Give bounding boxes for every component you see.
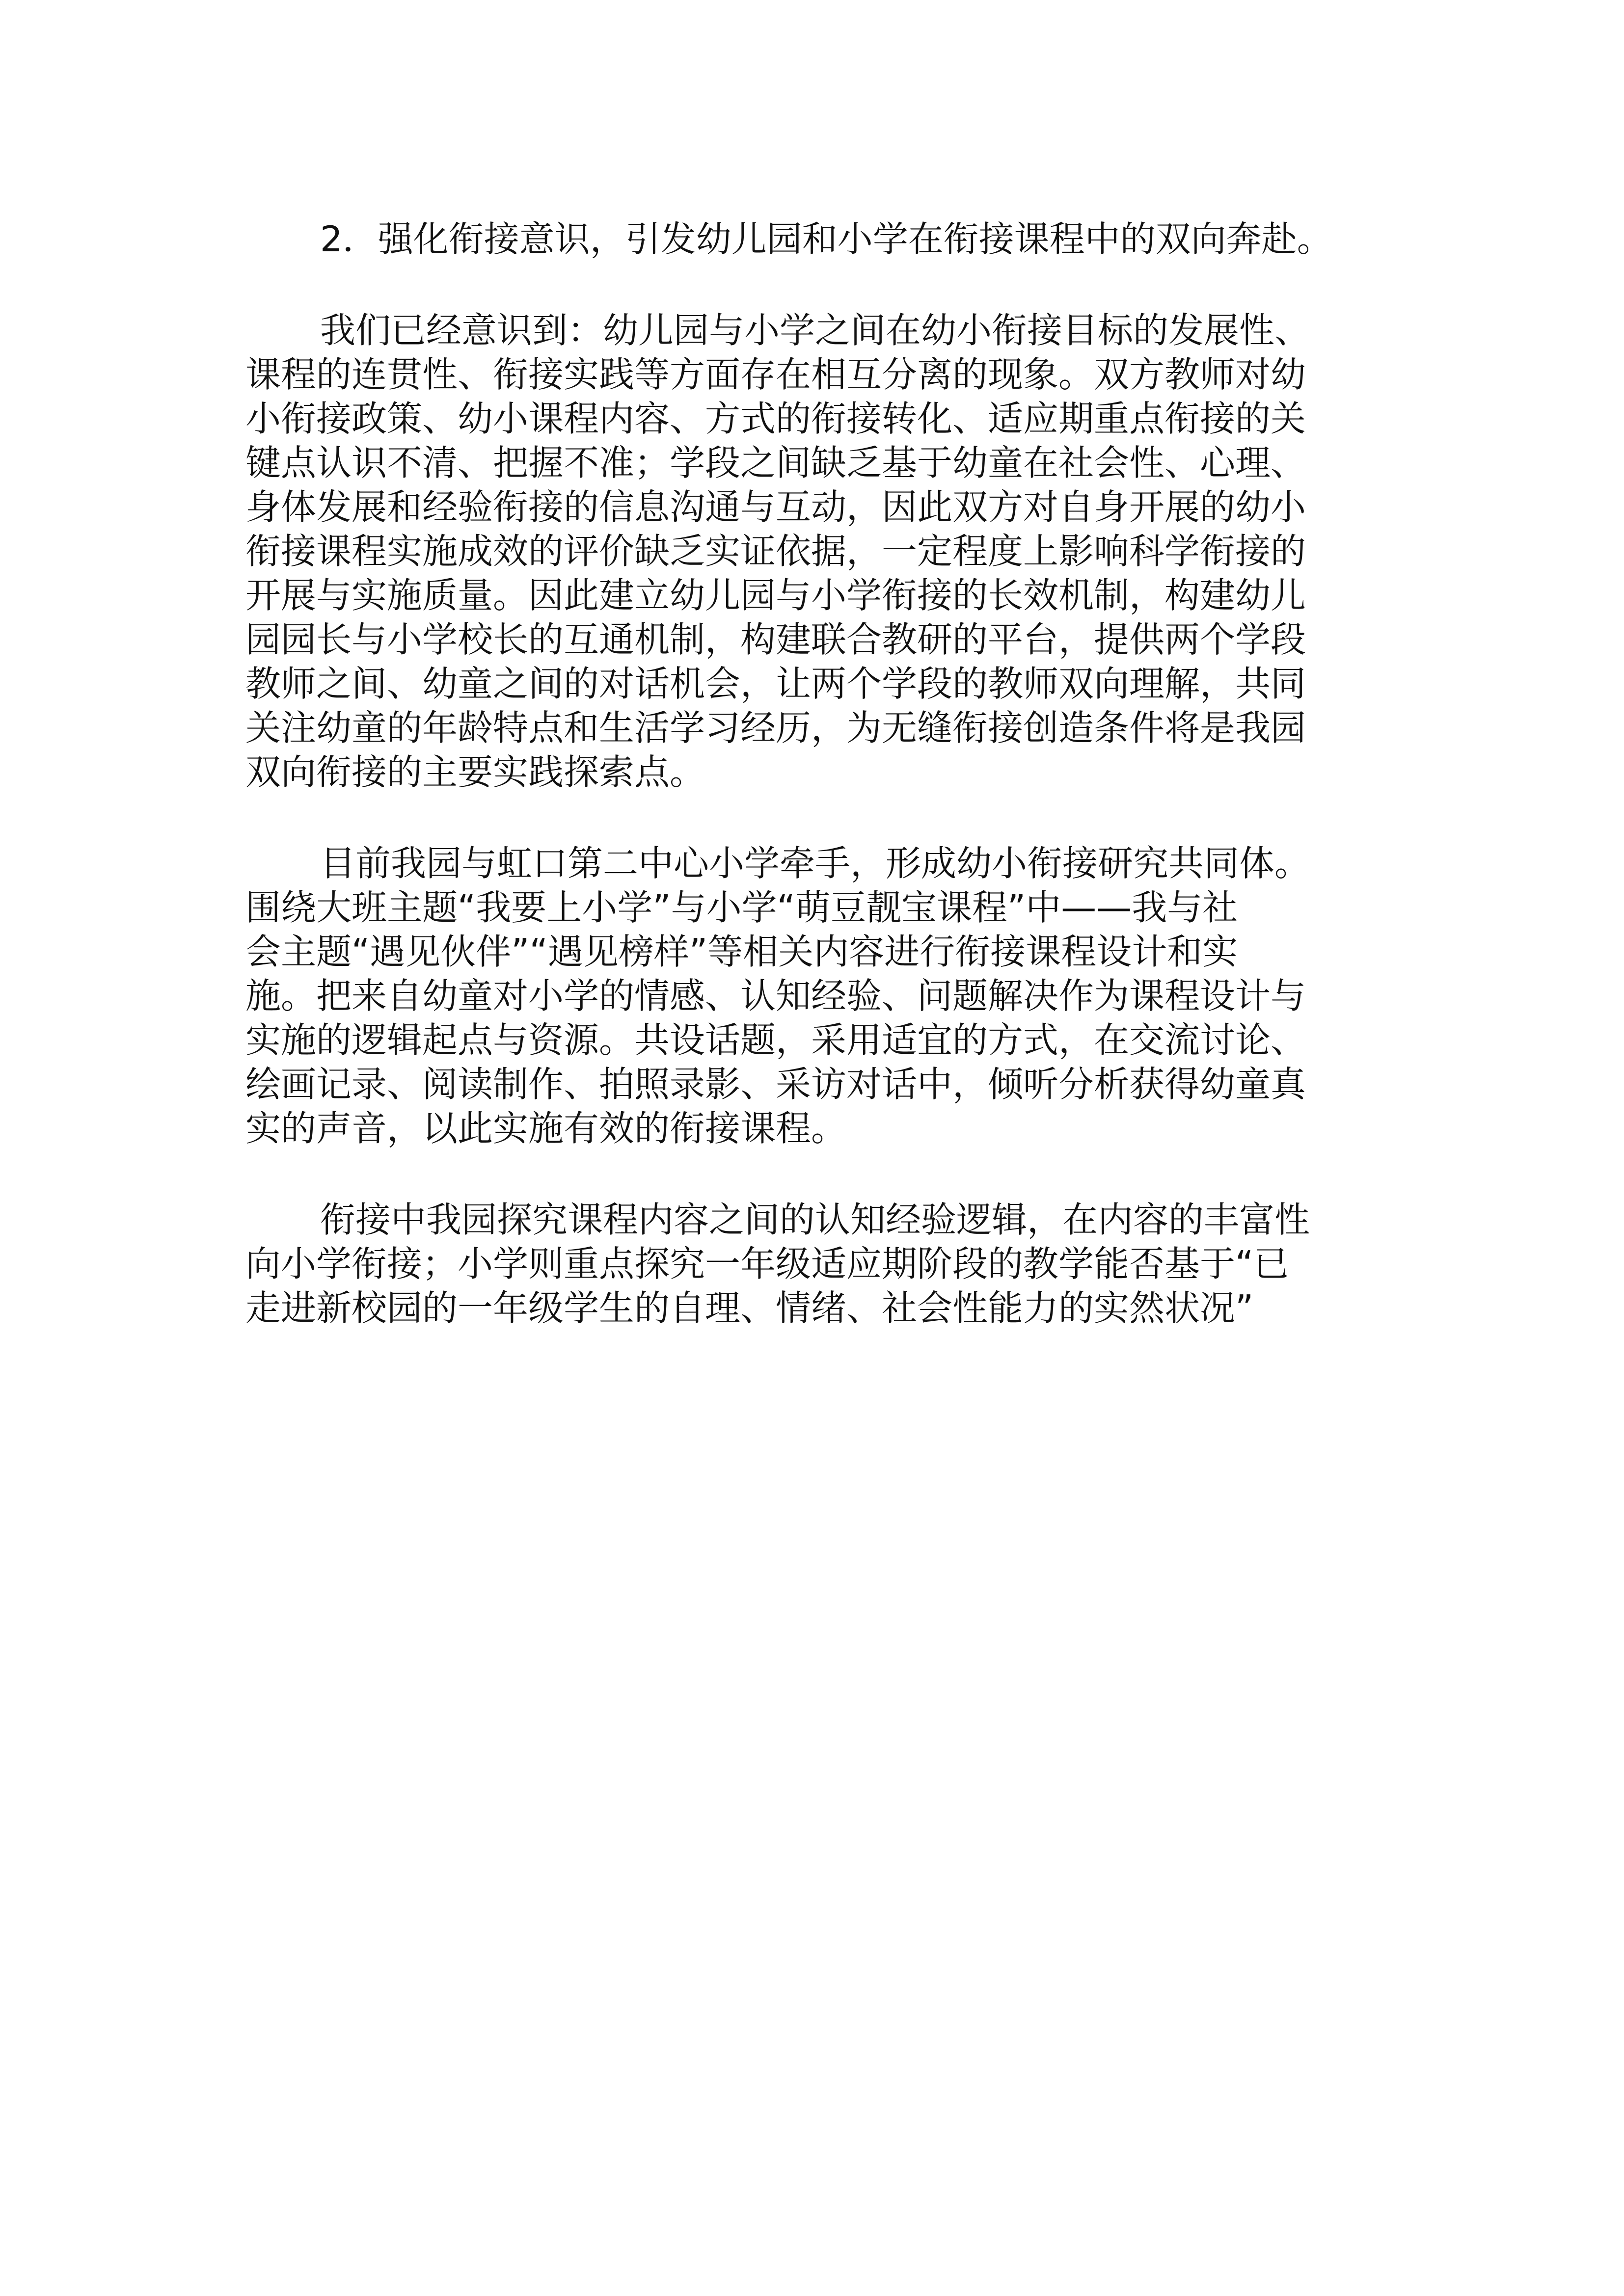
text-line: 实施的逻辑起点与资源。共设话题，采用适宜的方式，在交流讨论、: [245, 1019, 1306, 1061]
text-line: 关注幼童的年龄特点和生活学习经历，为无缝衔接创造条件将是我园: [245, 707, 1306, 748]
body-paragraph-1: [245, 308, 1394, 794]
text-line: 身体发展和经验衔接的信息沟通与互动，因此双方对自身开展的幼小: [245, 486, 1306, 528]
text-line: 课程的连贯性、衔接实践等方面存在相互分离的现象。双方教师对幼: [245, 354, 1306, 395]
text-line: 向小学衔接；小学则重点探究一年级适应期阶段的教学能否基于“已: [245, 1243, 1289, 1284]
section-heading: 2．强化衔接意识，引发幼儿园和小学在衔接课程中的双向奔赴。: [320, 218, 1332, 260]
text-line: 围绕大班主题“我要上小学”与小学“萌豆靓宝课程”中——我与社: [245, 887, 1238, 928]
text-line: 目前我园与虹口第二中心小学牵手，形成幼小衔接研究共同体。: [320, 843, 1310, 884]
section-heading-paragraph: [245, 217, 1394, 261]
text-line: 开展与实施质量。因此建立幼儿园与小学衔接的长效机制，构建幼儿: [245, 575, 1306, 616]
document-body: [245, 217, 1394, 1330]
text-line: 施。把来自幼童对小学的情感、认知经验、问题解决作为课程设计与: [245, 975, 1306, 1016]
text-line: 走进新校园的一年级学生的自理、情绪、社会性能力的实然状况”: [245, 1287, 1254, 1329]
text-line: 我们已经意识到：幼儿园与小学之间在幼小衔接目标的发展性、: [320, 310, 1310, 351]
text-line: 教师之间、幼童之间的对话机会，让两个学段的教师双向理解，共同: [245, 663, 1306, 704]
body-paragraph-3: [245, 1198, 1394, 1330]
body-paragraph-2: [245, 841, 1394, 1150]
text-line: 衔接中我园探究课程内容之间的认知经验逻辑，在内容的丰富性: [320, 1199, 1310, 1240]
text-line: 衔接课程实施成效的评价缺乏实证依据，一定程度上影响科学衔接的: [245, 531, 1306, 572]
text-line: 会主题“遇见伙伴”“遇见榜样”等相关内容进行衔接课程设计和实: [245, 931, 1238, 972]
text-line: 绘画记录、阅读制作、拍照录影、采访对话中，倾听分析获得幼童真: [245, 1064, 1306, 1105]
text-line: 实的声音，以此实施有效的衔接课程。: [245, 1108, 847, 1149]
text-line: 键点认识不清、把握不准；学段之间缺乏基于幼童在社会性、心理、: [245, 442, 1306, 483]
text-line: 园园长与小学校长的互通机制，构建联合教研的平台，提供两个学段: [245, 619, 1306, 660]
text-line: 小衔接政策、幼小课程内容、方式的衔接转化、适应期重点衔接的关: [245, 398, 1306, 439]
text-line: 双向衔接的主要实践探索点。: [245, 751, 705, 793]
